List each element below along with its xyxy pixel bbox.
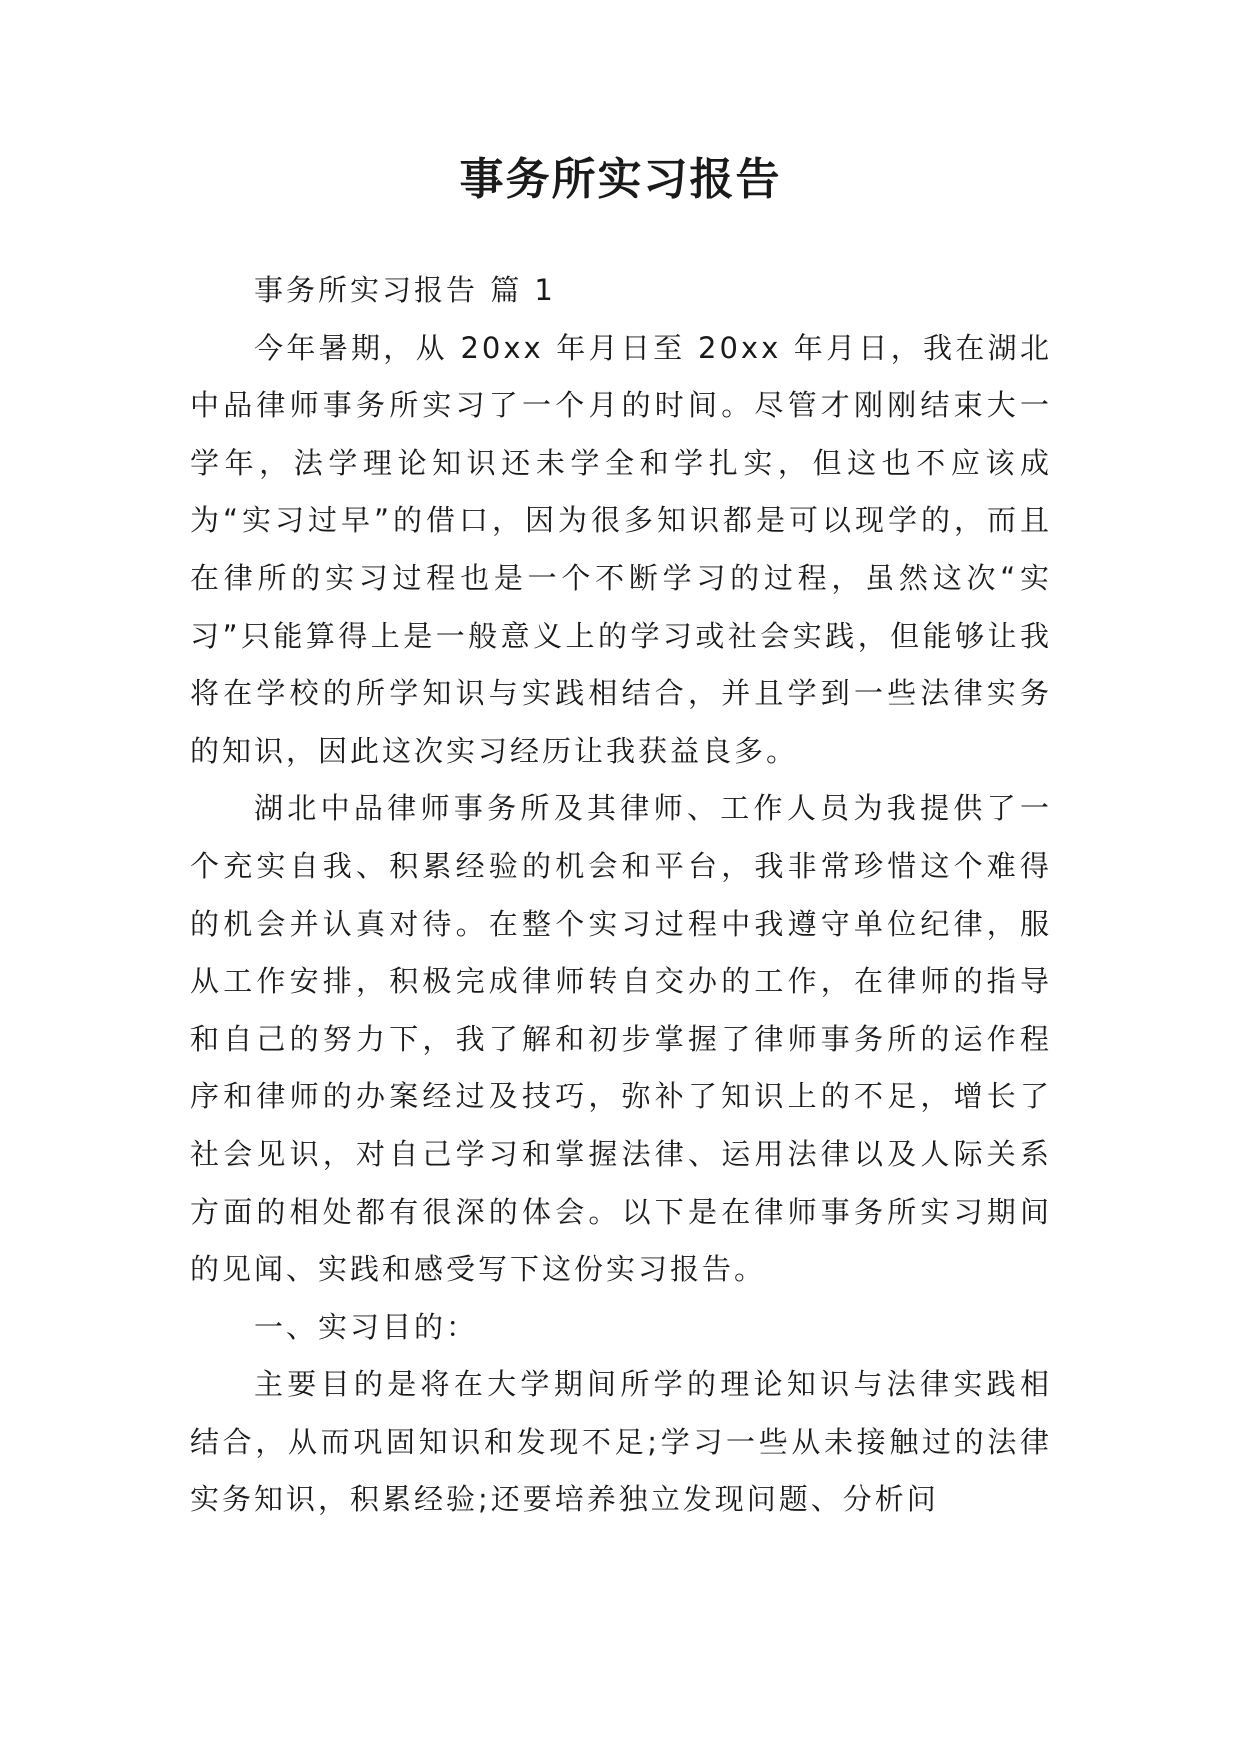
document-body	[190, 262, 1052, 1529]
paragraph-2: 湖北中品律师事务所及其律师、工作人员为我提供了一个充实自我、积累经验的机会和平台，我非常珍惜这个难得的机会并认真对待。在整个实习过程中我遵守单位纪律，服从工作安排，积极完成律师转自交办的工作，在律师的指导和自己的努力下，我了解和初步掌握了律师事务所的运作程序和律师的办案经过及技巧，弥补了知识上的不足，增长了社会见识，对自己学习和掌握法律、运用法律以及人际关系方面的相处都有很深的体会。以下是在律师事务所实习期间的见闻、实践和感受写下这份实习报告。	[190, 791, 1052, 1287]
paragraph-3: 主要目的是将在大学期间所学的理论知识与法律实践相结合，从而巩固知识和发现不足;学习一些从未接触过的法律实务知识，积累经验;还要培养独立发现问题、分析问	[190, 1367, 1052, 1517]
document-title: 事务所实习报告	[459, 154, 782, 205]
section-heading: 事务所实习报告 篇 1	[254, 273, 556, 307]
subheading-purpose: 一、实习目的：	[254, 1309, 479, 1344]
paragraph-1: 今年暑期，从 20xx 年月日至 20xx 年月日，我在湖北中品律师事务所实习了一个月的时间。尽管才刚刚结束大一学年，法学理论知识还未学全和学扎实，但这也不应该成为“实习过早”的借口，因为很多知识都是可以现学的，而且在律所的实习过程也是一个不断学习的过程，虽然这次“实习”只能算得上是一般意义上的学习或社会实践，但能够让我将在学校的所学知识与实践相结合，并且学到一些法律实务的知识，因此这次实习经历让我获益良多。	[190, 330, 1052, 768]
